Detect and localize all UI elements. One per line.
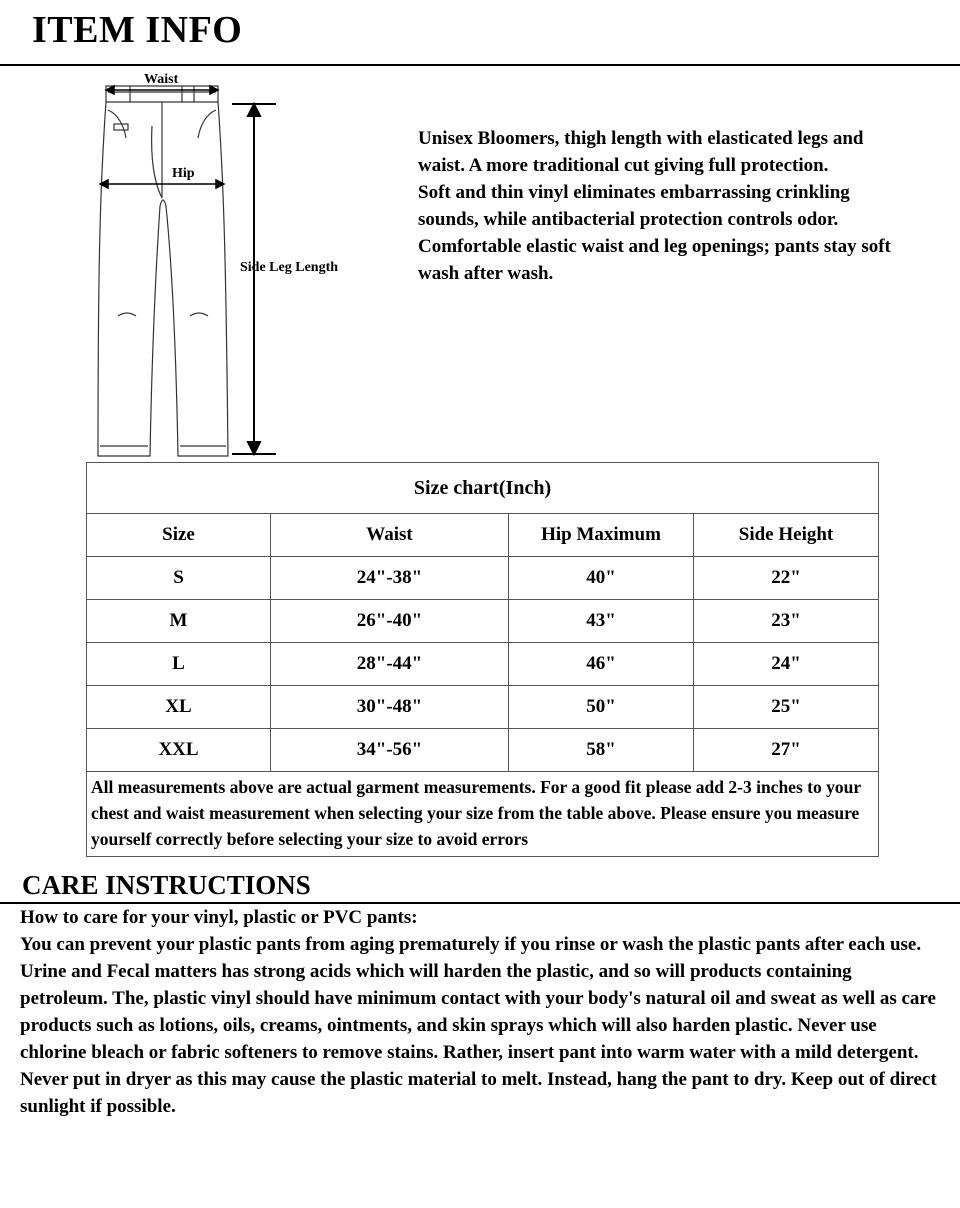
hip-cell: 50"	[509, 686, 694, 729]
side-height-cell: 25"	[694, 686, 879, 729]
hip-cell: 40"	[509, 557, 694, 600]
column-header-hip-maximum: Hip Maximum	[509, 514, 694, 557]
size-cell: L	[87, 643, 271, 686]
hip-label: Hip	[172, 166, 195, 181]
waist-cell: 24"-38"	[271, 557, 509, 600]
care-instructions-title: CARE INSTRUCTIONS	[22, 870, 311, 900]
table-row	[87, 729, 879, 772]
side-height-cell: 24"	[694, 643, 879, 686]
size-chart-caption: Size chart(Inch)	[87, 463, 879, 514]
side-leg-length-label: Side Leg Length	[240, 260, 339, 275]
measurement-note: All measurements above are actual garment measurements. For a good fit please add 2-3 inches to your chest and waist measurement when selecting your size from the table above. Please ensure you measure yourself correctly before selecting your size to avoid errors	[87, 772, 879, 857]
side-height-cell: 22"	[694, 557, 879, 600]
care-body: You can prevent your plastic pants from aging prematurely if you rinse or wash the plastic pants after each use. Urine and Fecal matters has strong acids which will harden the plastic, and so will products containing petroleum. The, plastic vinyl should have minimum contact with your body's natural oil and sweat as well as care products such as lotions, oils, creams, ointments, and skin sprays which will also harden plastic. Never use chlorine bleach or fabric softeners to remove stains. Rather, insert pant into warm water with a mild detergent. Never put in dryer as this may cause the plastic material to melt. Instead, hang the pant to dry. Keep out of direct sunlight if possible.	[20, 934, 937, 1117]
care-subtitle: How to care for your vinyl, plastic or PVC pants:	[20, 907, 418, 928]
table-row	[87, 557, 879, 600]
hip-cell: 58"	[509, 729, 694, 772]
description-paragraph: Soft and thin vinyl eliminates embarrassing crinkling sounds, while antibacterial protection controls odor.	[418, 182, 850, 230]
table-row	[87, 686, 879, 729]
hip-cell: 46"	[509, 643, 694, 686]
column-header-side-height: Side Height	[694, 514, 879, 557]
size-cell: XL	[87, 686, 271, 729]
size-chart-table	[86, 462, 879, 857]
side-height-cell: 23"	[694, 600, 879, 643]
size-cell: S	[87, 557, 271, 600]
page-title: ITEM INFO	[32, 9, 243, 51]
waist-cell: 30"-48"	[271, 686, 509, 729]
table-row	[87, 643, 879, 686]
waist-label: Waist	[144, 72, 179, 87]
column-header-size: Size	[87, 514, 271, 557]
waist-cell: 28"-44"	[271, 643, 509, 686]
size-cell: M	[87, 600, 271, 643]
size-cell: XXL	[87, 729, 271, 772]
description-paragraph: Unisex Bloomers, thigh length with elasticated legs and waist. A more traditional cut giving full protection.	[418, 128, 864, 176]
hip-cell: 43"	[509, 600, 694, 643]
waist-cell: 26"-40"	[271, 600, 509, 643]
pants-measurement-diagram	[90, 66, 410, 466]
table-row	[87, 600, 879, 643]
waist-cell: 34"-56"	[271, 729, 509, 772]
product-description	[418, 125, 898, 287]
side-height-cell: 27"	[694, 729, 879, 772]
description-paragraph: Comfortable elastic waist and leg openings; pants stay soft wash after wash.	[418, 236, 891, 284]
care-instructions-text	[20, 904, 940, 1120]
column-header-waist: Waist	[271, 514, 509, 557]
